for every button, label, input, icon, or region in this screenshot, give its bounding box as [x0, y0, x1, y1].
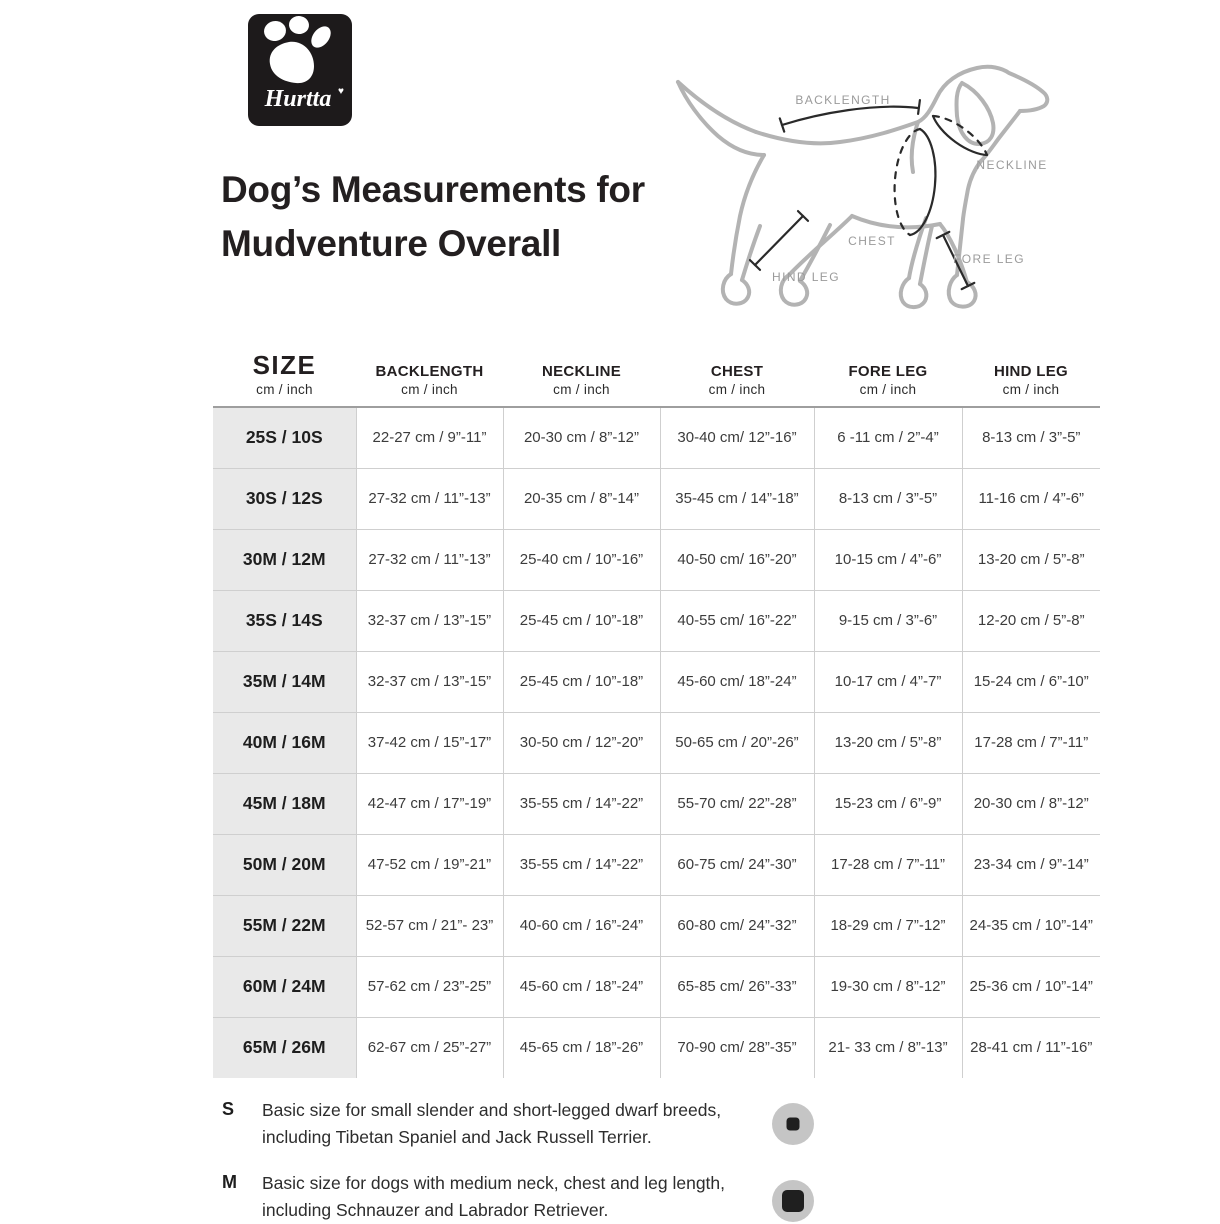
page-title-line2: Mudventure Overall	[221, 223, 562, 265]
cell-size: 60M / 24M	[213, 956, 356, 1017]
cell-foreleg: 6 -11 cm / 2”-4”	[814, 407, 962, 468]
cell-size: 45M / 18M	[213, 773, 356, 834]
table-row	[213, 895, 1100, 956]
table-row	[213, 956, 1100, 1017]
table-row	[213, 407, 1100, 468]
cell-neckline: 45-60 cm / 18”-24”	[503, 956, 660, 1017]
cell-size: 25S / 10S	[213, 407, 356, 468]
diagram-label-neckline: NECKLINE	[976, 158, 1048, 172]
small-square-in-circle-icon	[772, 1103, 814, 1145]
cell-hindleg: 24-35 cm / 10”-14”	[962, 895, 1100, 956]
cell-size: 55M / 22M	[213, 895, 356, 956]
cell-foreleg: 10-17 cm / 4”-7”	[814, 651, 962, 712]
cell-neckline: 25-45 cm / 10”-18”	[503, 590, 660, 651]
cell-chest: 30-40 cm/ 12”-16”	[660, 407, 814, 468]
cell-chest: 55-70 cm/ 22”-28”	[660, 773, 814, 834]
footnote-text-s: Basic size for small slender and short-legged dwarf breeds, including Tibetan Spaniel and Jack Russell Terrier.	[262, 1100, 722, 1148]
diagram-label-backlength: BACKLENGTH	[795, 93, 891, 107]
cell-neckline: 35-55 cm / 14”-22”	[503, 834, 660, 895]
cell-hindleg: 13-20 cm / 5”-8”	[962, 529, 1100, 590]
cell-size: 65M / 26M	[213, 1017, 356, 1078]
cell-foreleg: 10-15 cm / 4”-6”	[814, 529, 962, 590]
table-row	[213, 773, 1100, 834]
cell-hindleg: 17-28 cm / 7”-11”	[962, 712, 1100, 773]
cell-backlength: 27-32 cm / 11”-13”	[356, 529, 503, 590]
header-backlength: BACKLENGTH cm / inch	[375, 362, 484, 397]
cell-chest: 50-65 cm / 20”-26”	[660, 712, 814, 773]
cell-backlength: 32-37 cm / 13”-15”	[356, 590, 503, 651]
footnote-size-s	[222, 1097, 822, 1151]
cell-hindleg: 23-34 cm / 9”-14”	[962, 834, 1100, 895]
cell-hindleg: 25-36 cm / 10”-14”	[962, 956, 1100, 1017]
cell-neckline: 35-55 cm / 14”-22”	[503, 773, 660, 834]
cell-size: 30M / 12M	[213, 529, 356, 590]
cell-chest: 45-60 cm/ 18”-24”	[660, 651, 814, 712]
cell-neckline: 45-65 cm / 18”-26”	[503, 1017, 660, 1078]
cell-backlength: 62-67 cm / 25”-27”	[356, 1017, 503, 1078]
footnote-key-s: S	[222, 1099, 235, 1119]
large-square-in-circle-icon	[772, 1180, 814, 1222]
cell-foreleg: 18-29 cm / 7”-12”	[814, 895, 962, 956]
table-row	[213, 1017, 1100, 1078]
diagram-label-chest: CHEST	[848, 234, 896, 248]
cell-backlength: 37-42 cm / 15”-17”	[356, 712, 503, 773]
hindleg-measure-line	[755, 216, 803, 265]
cell-neckline: 30-50 cm / 12”-20”	[503, 712, 660, 773]
cell-chest: 40-55 cm/ 16”-22”	[660, 590, 814, 651]
size-table-header	[213, 348, 1100, 407]
cell-neckline: 40-60 cm / 16”-24”	[503, 895, 660, 956]
page-title-line1: Dog’s Measurements for	[221, 169, 645, 210]
size-table-body	[213, 407, 1100, 1078]
cell-backlength: 32-37 cm / 13”-15”	[356, 651, 503, 712]
header-hindleg: HIND LEG cm / inch	[993, 362, 1069, 397]
cell-chest: 65-85 cm/ 26”-33”	[660, 956, 814, 1017]
cell-chest: 70-90 cm/ 28”-35”	[660, 1017, 814, 1078]
cell-size: 35S / 14S	[213, 590, 356, 651]
cell-size: 30S / 12S	[213, 468, 356, 529]
table-row	[213, 468, 1100, 529]
table-row	[213, 712, 1100, 773]
cell-hindleg: 12-20 cm / 5”-8”	[962, 590, 1100, 651]
hurtta-logo	[248, 14, 352, 126]
cell-backlength: 22-27 cm / 9”-11”	[356, 407, 503, 468]
logo-wordmark: Hurtta	[264, 86, 332, 112]
cell-chest: 40-50 cm/ 16”-20”	[660, 529, 814, 590]
cell-neckline: 25-40 cm / 10”-16”	[503, 529, 660, 590]
cell-size: 50M / 20M	[213, 834, 356, 895]
cell-backlength: 52-57 cm / 21”- 23”	[356, 895, 503, 956]
cell-foreleg: 13-20 cm / 5”-8”	[814, 712, 962, 773]
cell-chest: 35-45 cm / 14”-18”	[660, 468, 814, 529]
dog-measurement-diagram	[660, 28, 1220, 343]
header-foreleg: FORE LEG cm / inch	[848, 362, 928, 397]
header-size: SIZE cm / inch	[252, 350, 317, 397]
measurement-marks	[750, 100, 987, 289]
cell-backlength: 42-47 cm / 17”-19”	[356, 773, 503, 834]
chest-measure-ellipse-back	[895, 129, 920, 235]
cell-backlength: 57-62 cm / 23”-25”	[356, 956, 503, 1017]
header-chest: CHEST cm / inch	[708, 362, 766, 397]
table-row	[213, 651, 1100, 712]
backlength-measure-line	[782, 107, 918, 125]
table-row	[213, 834, 1100, 895]
table-row	[213, 529, 1100, 590]
cell-backlength: 47-52 cm / 19”-21”	[356, 834, 503, 895]
cell-foreleg: 9-15 cm / 3”-6”	[814, 590, 962, 651]
cell-chest: 60-75 cm/ 24”-30”	[660, 834, 814, 895]
cell-hindleg: 28-41 cm / 11”-16”	[962, 1017, 1100, 1078]
cell-hindleg: 20-30 cm / 8”-12”	[962, 773, 1100, 834]
cell-foreleg: 15-23 cm / 6”-9”	[814, 773, 962, 834]
cell-backlength: 27-32 cm / 11”-13”	[356, 468, 503, 529]
header-neckline: NECKLINE cm / inch	[541, 362, 622, 397]
cell-foreleg: 8-13 cm / 3”-5”	[814, 468, 962, 529]
cell-neckline: 20-30 cm / 8”-12”	[503, 407, 660, 468]
cell-hindleg: 11-16 cm / 4”-6”	[962, 468, 1100, 529]
cell-hindleg: 8-13 cm / 3”-5”	[962, 407, 1100, 468]
table-row	[213, 590, 1100, 651]
heart-icon: ♥	[338, 86, 344, 97]
cell-foreleg: 19-30 cm / 8”-12”	[814, 956, 962, 1017]
diagram-label-foreleg: FORE LEG	[953, 252, 1025, 266]
cell-neckline: 25-45 cm / 10”-18”	[503, 651, 660, 712]
footnote-key-m: M	[222, 1172, 237, 1192]
cell-foreleg: 21- 33 cm / 8”-13”	[814, 1017, 962, 1078]
cell-foreleg: 17-28 cm / 7”-11”	[814, 834, 962, 895]
size-table	[213, 348, 1100, 1078]
cell-size: 40M / 16M	[213, 712, 356, 773]
cell-chest: 60-80 cm/ 24”-32”	[660, 895, 814, 956]
diagram-label-hindleg: HIND LEG	[772, 270, 840, 284]
footnote-text-m: Basic size for dogs with medium neck, chest and leg length, including Schnauzer and Labrador Retriever.	[262, 1173, 726, 1221]
hurtta-logo-graphic	[248, 14, 352, 126]
cell-size: 35M / 14M	[213, 651, 356, 712]
cell-neckline: 20-35 cm / 8”-14”	[503, 468, 660, 529]
cell-hindleg: 15-24 cm / 6”-10”	[962, 651, 1100, 712]
footnote-size-m	[222, 1170, 822, 1224]
